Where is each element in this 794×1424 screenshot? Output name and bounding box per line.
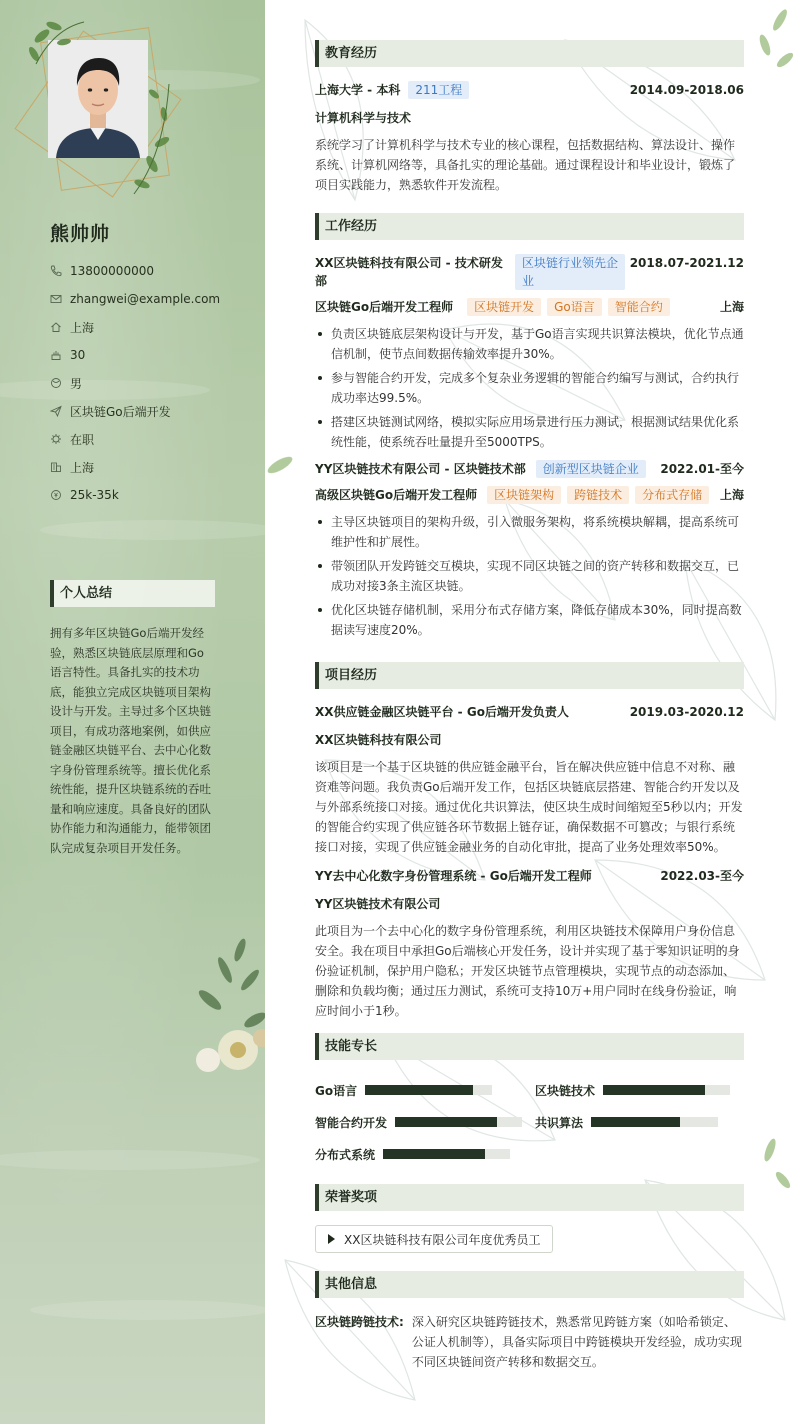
project-header-row: [315, 703, 744, 721]
other-value: 深入研究区块链跨链技术，熟悉常见跨链方案（如哈希锁定、公证人机制等），具备实际项目中跨链模块开发经验，成功实现不同区块链间资产转移和数据交互。: [411, 1315, 742, 1369]
project-desc: 该项目是一个基于区块链的供应链金融平台，旨在解决供应链中信息不对称、融资难等问题。我负责Go后端开发工作，包括区块链底层搭建、智能合约开发以及与外部系统接口对接。通过优化共识算法，使区块生成时间缩短至5秒以内；开发的智能合约实现了供应链各环节数据上链存证，确保数据不可篡改；与银行系统接口对接，实现了供应链金融业务的自动化审批，提高了业务处理效率50%。: [315, 760, 743, 854]
contact-text: 13800000000: [70, 264, 154, 278]
education-school: 上海大学 - 本科: [315, 83, 401, 97]
summary-text: 拥有多年区块链Go后端开发经验，熟悉区块链底层原理和Go语言特性。具备扎实的技术功底，能独立完成区块链项目架构设计与开发。主导过多个区块链项目，有成功落地案例，如供应链金融区块链平台、去中心化数字身份管理系统等。擅长优化系统性能，提升区块链系统的吞吐量和响应速度。具备良好的团队协作能力和沟通能力，能带领团队完成复杂项目开发任务。: [50, 626, 211, 855]
education-date: 2014.09-2018.06: [629, 83, 744, 97]
job-date: 2022.01-至今: [660, 462, 744, 476]
job-skill-tag: 分布式存储: [635, 486, 709, 504]
projects-heading: 项目经历: [315, 662, 744, 689]
phone-icon: [50, 265, 62, 277]
home-icon: [50, 321, 62, 333]
skill-bar-fill: [591, 1117, 680, 1127]
contact-text: 区块链Go后端开发: [70, 404, 171, 419]
education-desc: 系统学习了计算机科学与技术专业的核心课程，包括数据结构、算法设计、操作系统、计算机网络等，具备扎实的理论基础。通过课程设计和毕业设计，锻炼了项目实践能力，熟悉软件开发流程。: [315, 138, 736, 192]
job-position: 区块链Go后端开发工程师: [315, 300, 454, 314]
contact-text: 30: [70, 348, 86, 362]
honors-heading: 荣誉奖项: [315, 1184, 744, 1211]
photo-area: [24, 14, 174, 204]
building-icon: [50, 461, 62, 473]
other-heading: 其他信息: [315, 1271, 744, 1298]
skill-bar-fill: [383, 1149, 485, 1159]
gender-icon: [50, 377, 62, 389]
skill-item: [315, 1106, 535, 1138]
honor-text: XX区块链科技有限公司年度优秀员工: [344, 1232, 541, 1247]
skills-grid: [315, 1074, 744, 1170]
contact-city: [50, 453, 220, 481]
job-entry: [315, 254, 744, 452]
job-skill-tag: 跨链技术: [567, 486, 629, 504]
education-school-group: [315, 81, 469, 99]
project-date: 2019.03-2020.12: [629, 705, 744, 719]
skill-name: 共识算法: [535, 1115, 584, 1130]
contact-text: 25k-35k: [70, 488, 119, 502]
triangle-bullet-icon: [328, 1234, 335, 1244]
project-name: YY去中心化数字身份管理系统 - Go后端开发工程师: [315, 869, 592, 883]
texture-wave: [0, 1150, 260, 1170]
skill-bar: [383, 1149, 510, 1159]
skill-name: Go语言: [315, 1083, 358, 1098]
skill-bar-fill: [395, 1117, 497, 1127]
status-icon: [50, 433, 62, 445]
contact-text: 男: [70, 376, 83, 391]
job-bullets: [315, 324, 744, 452]
education-header-row: [315, 81, 744, 99]
cake-icon: [50, 349, 62, 361]
contact-job: [50, 397, 220, 425]
job-bullet: 优化区块链存储机制，采用分布式存储方案，降低存储成本30%，同时提高数据读写速度20%。: [315, 600, 744, 640]
texture-wave: [40, 520, 265, 540]
project-entry: [315, 867, 744, 1021]
job-city: 上海: [719, 488, 744, 502]
project-entry: [315, 703, 744, 857]
skill-bar: [603, 1085, 730, 1095]
job-company: XX区块链科技有限公司 - 技术研发部: [315, 256, 503, 288]
salary-icon: [50, 489, 62, 501]
project-desc: 此项目为一个去中心化的数字身份管理系统，利用区块链技术保障用户身份信息安全。我在项目中承担Go后端核心开发任务，设计并实现了基于零知识证明的身份验证机制，保护用户隐私；开发区块链节点管理模块，实现节点的动态添加、删除和负载均衡；通过压力测试，系统可支持10万+用户同时在线身份验证，响应时间小于1秒。: [315, 924, 740, 1018]
job-position-group: [315, 298, 670, 316]
work-heading: 工作经历: [315, 213, 744, 240]
job-header-row: [315, 460, 744, 478]
job-company-group: [315, 460, 646, 478]
job-position-group: [315, 486, 709, 504]
project-company: YY区块链技术有限公司: [315, 897, 441, 911]
contact-text: 上海: [70, 460, 95, 475]
leaf-decoration-icon: [24, 14, 174, 214]
job-header-row: [315, 254, 744, 290]
contact-home: [50, 313, 220, 341]
education-major: 计算机科学与技术: [315, 111, 412, 125]
skills-heading: 技能专长: [315, 1033, 744, 1060]
texture-wave: [30, 1300, 265, 1320]
project-company: XX区块链科技有限公司: [315, 733, 442, 747]
job-bullet: 带领团队开发跨链交互模块，实现不同区块链之间的资产转移和数据交互，已成功对接3条主流区块链。: [315, 556, 744, 596]
skill-name: 区块链技术: [535, 1083, 596, 1098]
contact-text: 上海: [70, 320, 95, 335]
job-date: 2018.07-2021.12: [629, 256, 744, 270]
mail-icon: [50, 293, 62, 305]
education-tag: 211工程: [408, 81, 469, 99]
job-skill-tag: Go语言: [547, 298, 602, 316]
skill-bar-fill: [365, 1085, 473, 1095]
skill-name: 智能合约开发: [315, 1115, 388, 1130]
project-name: XX供应链金融区块链平台 - Go后端开发负责人: [315, 705, 569, 719]
other-item: [315, 1312, 744, 1372]
skill-item: [535, 1106, 735, 1138]
job-bullet: 负责区块链底层架构设计与开发，基于Go语言实现共识算法模块，优化节点通信机制，使节点间数据传输效率提升30%。: [315, 324, 744, 364]
contact-email: [50, 285, 220, 313]
job-entry: [315, 460, 744, 640]
job-position-row: [315, 486, 744, 504]
skill-bar-fill: [603, 1085, 705, 1095]
job-position: 高级区块链Go后端开发工程师: [315, 488, 478, 502]
sidebar: [0, 0, 265, 1424]
contact-text: zhangwei@example.com: [70, 292, 221, 306]
flower-decoration-icon: [180, 920, 265, 1090]
contact-salary: [50, 481, 220, 509]
job-bullets: [315, 512, 744, 640]
contact-list: [50, 257, 220, 509]
skill-item: [315, 1138, 535, 1170]
project-date: 2022.03-至今: [660, 869, 744, 883]
job-position-row: [315, 298, 744, 316]
job-skill-tag: 智能合约: [608, 298, 670, 316]
contact-status: [50, 425, 220, 453]
job-bullet: 主导区块链项目的架构升级，引入微服务架构，将系统模块解耦，提高系统可维护性和扩展性。: [315, 512, 744, 552]
job-company-group: [315, 254, 627, 290]
skill-name: 分布式系统: [315, 1147, 376, 1162]
job-tag: 创新型区块链企业: [536, 460, 646, 478]
job-skill-tag: 区块链开发: [467, 298, 541, 316]
project-header-row: [315, 867, 744, 885]
job-skill-tag: 区块链架构: [487, 486, 561, 504]
job-company: YY区块链技术有限公司 - 区块链技术部: [315, 462, 526, 476]
job-city: 上海: [719, 300, 744, 314]
job-tag: 区块链行业领先企业: [515, 254, 625, 290]
contact-text: 在职: [70, 432, 95, 447]
summary-heading: 个人总结: [50, 580, 215, 607]
resume-body: [315, 40, 744, 1372]
profile-name: 熊帅帅: [50, 223, 111, 245]
honor-item: [315, 1225, 553, 1253]
skill-bar: [395, 1117, 522, 1127]
skill-bar: [591, 1117, 718, 1127]
contact-phone: [50, 257, 220, 285]
contact-gender: [50, 369, 220, 397]
skill-item: [315, 1074, 535, 1106]
skill-bar: [365, 1085, 492, 1095]
job-bullet: 参与智能合约开发，完成多个复杂业务逻辑的智能合约编写与测试，合约执行成功率达99.5%。: [315, 368, 744, 408]
other-key: 区块链跨链技术:: [315, 1315, 404, 1329]
contact-age: [50, 341, 220, 369]
main-content: [265, 0, 794, 1424]
send-icon: [50, 405, 62, 417]
job-bullet: 搭建区块链测试网络，模拟实际应用场景进行压力测试，根据测试结果优化系统性能，使系统吞吐量提升至5000TPS。: [315, 412, 744, 452]
education-heading: 教育经历: [315, 40, 744, 67]
skill-item: [535, 1074, 735, 1106]
